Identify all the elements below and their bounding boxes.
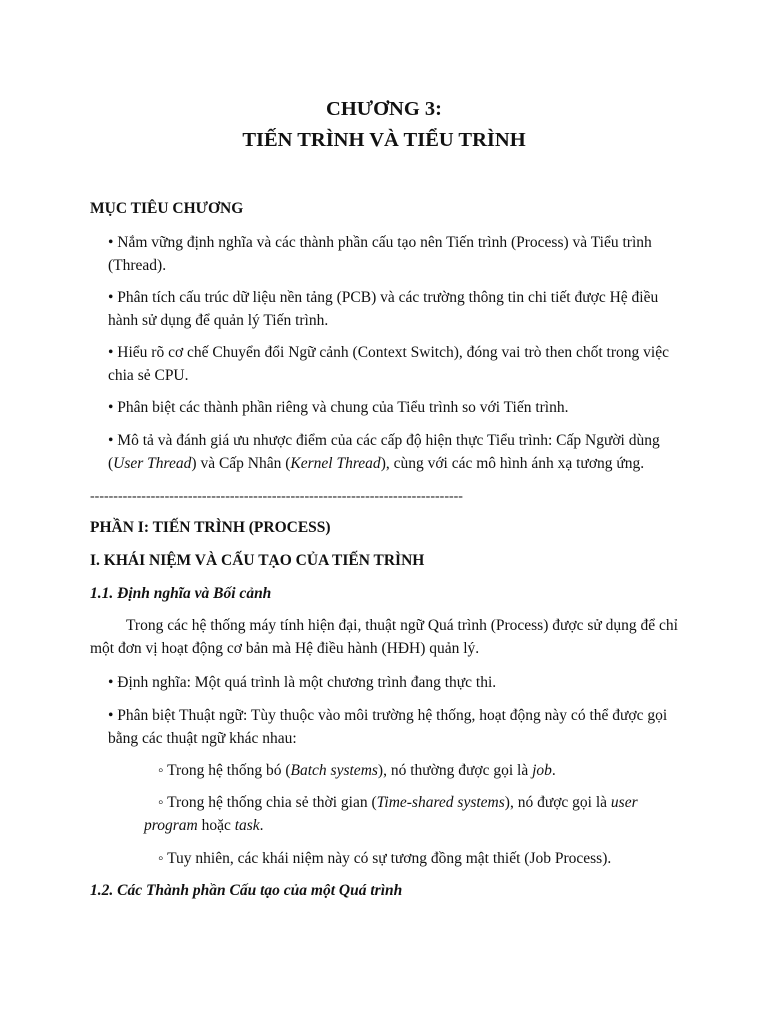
distinction-item: • Phân biệt Thuật ngữ: Tùy thuộc vào môi trường hệ thống, hoạt động này có thể được gọi bằng các thuật ngữ khác nhau: xyxy=(108,707,668,747)
emphasis-text: Batch systems xyxy=(290,762,378,779)
text-span: ), cùng với các mô hình ánh xạ tương ứng. xyxy=(380,455,645,472)
chapter-title: TIẾN TRÌNH VÀ TIỂU TRÌNH xyxy=(242,129,526,151)
objectives-heading: MỤC TIÊU CHƯƠNG xyxy=(90,200,244,217)
text-span: • Mô tả và đánh giá ưu nhược điểm của các cấp độ hiện thực Tiểu trình: Cấp Người dùng ( xyxy=(108,432,660,472)
text-span: ◦ Trong hệ thống bó ( xyxy=(158,762,291,779)
text-span: ) và Cấp Nhân ( xyxy=(191,455,291,472)
text-span: hoặc xyxy=(197,817,235,834)
part-heading: PHẦN I: TIẾN TRÌNH (PROCESS) xyxy=(90,519,331,536)
section-heading: I. KHÁI NIỆM VÀ CẤU TẠO CỦA TIẾN TRÌNH xyxy=(90,552,425,569)
emphasis-text: user program xyxy=(144,794,638,834)
objective-item-1: • Nắm vững định nghĩa và các thành phần cấu tạo nên Tiến trình (Process) và Tiểu trình (Thread). xyxy=(108,234,652,274)
definition-item: • Định nghĩa: Một quá trình là một chương trình đang thực thi. xyxy=(108,674,497,691)
batch-systems-item xyxy=(158,759,698,782)
emphasis-text: Time-shared systems xyxy=(376,794,505,811)
text-span: . xyxy=(551,762,556,779)
time-shared-item xyxy=(144,791,684,837)
emphasis-text: Kernel Thread xyxy=(290,455,381,472)
emphasis-text: job xyxy=(532,762,552,779)
subsection-heading-1-2: 1.2. Các Thành phần Cấu tạo của một Quá trình xyxy=(90,882,403,899)
emphasis-text: task xyxy=(234,817,260,834)
objective-item-4: • Phân biệt các thành phần riêng và chung của Tiểu trình so với Tiến trình. xyxy=(108,399,569,416)
text-span: ), nó được gọi là xyxy=(504,794,611,811)
text-span: . xyxy=(259,817,264,834)
chapter-number: CHƯƠNG 3: xyxy=(326,98,442,120)
emphasis-text: User Thread xyxy=(113,455,192,472)
objective-item-3: • Hiểu rõ cơ chế Chuyển đổi Ngữ cảnh (Context Switch), đóng vai trò then chốt trong việc chia sẻ CPU. xyxy=(108,344,669,384)
separator-line: -------------------------------------------------------------------------------- xyxy=(90,489,463,504)
subsection-heading-1-1: 1.1. Định nghĩa và Bối cảnh xyxy=(90,585,272,602)
intro-paragraph: Trong các hệ thống máy tính hiện đại, thuật ngữ Quá trình (Process) được sử dụng để chỉ một đơn vị hoạt động cơ bản mà Hệ điều hành (HĐH) quản lý. xyxy=(90,617,678,657)
similarity-item: ◦ Tuy nhiên, các khái niệm này có sự tương đồng mật thiết (Job Process). xyxy=(158,850,612,867)
objective-item-2: • Phân tích cấu trúc dữ liệu nền tảng (PCB) và các trường thông tin chi tiết được Hệ điều hành sử dụng để quản lý Tiến trình. xyxy=(108,289,659,329)
text-span: ), nó thường được gọi là xyxy=(377,762,533,779)
objective-item-5 xyxy=(108,429,680,475)
text-span: ◦ Trong hệ thống chia sẻ thời gian ( xyxy=(158,794,377,811)
